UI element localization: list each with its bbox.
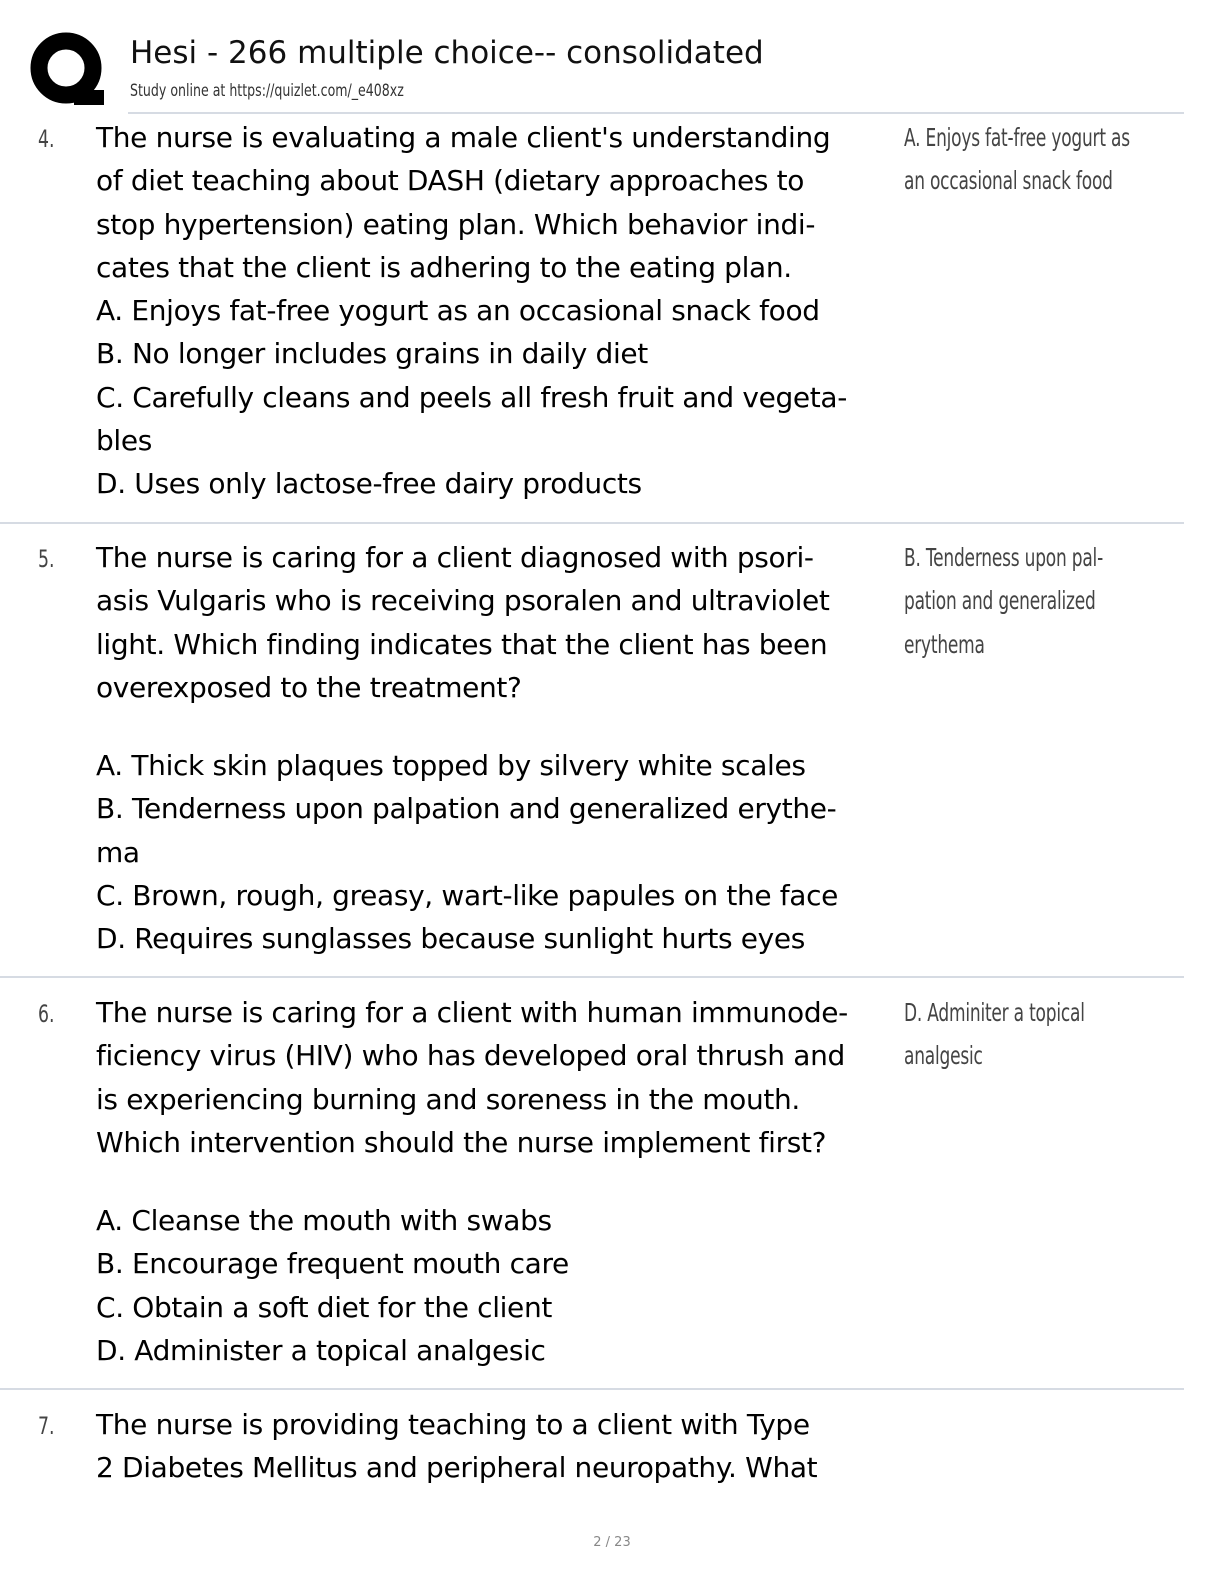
question-body <box>96 1403 896 1490</box>
answer-option-line: ma <box>96 835 140 869</box>
question-prompt-line: of diet teaching about DASH (dietary approaches to <box>96 164 805 198</box>
question-prompt-line: The nurse is caring for a client with human immunode- <box>96 996 848 1029</box>
answer-option-line: B. Encourage frequent mouth care <box>96 1247 569 1281</box>
question-divider <box>0 1388 1184 1390</box>
question-prompt-line: The nurse is providing teaching to a client with Type <box>96 1408 810 1441</box>
study-online-link[interactable]: Study online at https://quizlet.com/_e408xz <box>130 81 404 101</box>
answer-option-line: A. Enjoys fat-free yogurt as an occasional snack food <box>96 294 820 328</box>
answer-option-line: A. Thick skin plaques topped by silvery white scales <box>96 749 806 783</box>
question-divider <box>0 522 1184 524</box>
question-prompt-line: cates that the client is adhering to the eating plan. <box>96 250 792 284</box>
question-prompt-line: The nurse is caring for a client diagnosed with psori- <box>96 541 814 574</box>
correct-answer <box>904 536 1176 666</box>
document-title: Hesi - 266 multiple choice-- consolidated <box>130 35 764 71</box>
question-prompt-line: is experiencing burning and soreness in the mouth. <box>96 1082 800 1116</box>
page-indicator: 2 / 23 <box>593 1535 631 1550</box>
answer-option-line: bles <box>96 424 152 458</box>
question-prompt-line: The nurse is evaluating a male client's understanding <box>96 121 831 154</box>
correct-answer-line: pation and generalized <box>904 586 1096 616</box>
question-number: 4. <box>38 125 55 153</box>
question-number: 5. <box>38 545 55 573</box>
answer-option-line: C. Brown, rough, greasy, wart-like papules on the face <box>96 879 839 913</box>
answer-option-line: D. Administer a topical analgesic <box>96 1334 546 1368</box>
question-prompt-line: Which intervention should the nurse implement first? <box>96 1125 827 1159</box>
paragraph-gap <box>96 1164 896 1199</box>
correct-answer-line: erythema <box>904 629 985 659</box>
correct-answer-line: an occasional snack food <box>904 166 1113 196</box>
correct-answer-line: analgesic <box>904 1041 983 1071</box>
question-body <box>96 991 896 1372</box>
correct-answer <box>904 116 1176 203</box>
answer-option-line: D. Requires sunglasses because sunlight hurts eyes <box>96 922 806 956</box>
correct-answer <box>904 991 1176 1078</box>
document-header <box>30 28 1184 114</box>
question-prompt-line: 2 Diabetes Mellitus and peripheral neuropathy. What <box>96 1451 818 1485</box>
question-body <box>96 536 896 961</box>
question-body <box>96 116 896 506</box>
question-number: 7. <box>38 1412 55 1440</box>
answer-option-line: C. Obtain a soft diet for the client <box>96 1290 552 1324</box>
quizlet-q-logo-icon <box>30 32 106 108</box>
correct-answer-line: D. Adminiter a topical <box>904 998 1085 1027</box>
answer-option-line: D. Uses only lactose-free dairy products <box>96 467 642 501</box>
answer-option-line: A. Cleanse the mouth with swabs <box>96 1204 552 1238</box>
question-prompt-line: overexposed to the treatment? <box>96 670 522 704</box>
answer-option-line: B. No longer includes grains in daily diet <box>96 337 648 371</box>
correct-answer-line: A. Enjoys fat-free yogurt as <box>904 123 1130 152</box>
question-prompt-line: light. Which finding indicates that the client has been <box>96 627 828 661</box>
question-prompt-line: ficiency virus (HIV) who has developed oral thrush and <box>96 1039 845 1073</box>
question-number: 6. <box>38 1000 55 1028</box>
question-prompt-line: asis Vulgaris who is receiving psoralen and ultraviolet <box>96 584 830 618</box>
answer-option-line: B. Tenderness upon palpation and generalized erythe- <box>96 792 837 826</box>
question-prompt-line: stop hypertension) eating plan. Which behavior indi- <box>96 207 816 241</box>
header-divider <box>128 112 1184 114</box>
question-divider <box>0 976 1184 978</box>
correct-answer-line: B. Tenderness upon pal- <box>904 543 1104 572</box>
answer-option-line: C. Carefully cleans and peels all fresh fruit and vegeta- <box>96 380 847 414</box>
paragraph-gap <box>96 709 896 744</box>
